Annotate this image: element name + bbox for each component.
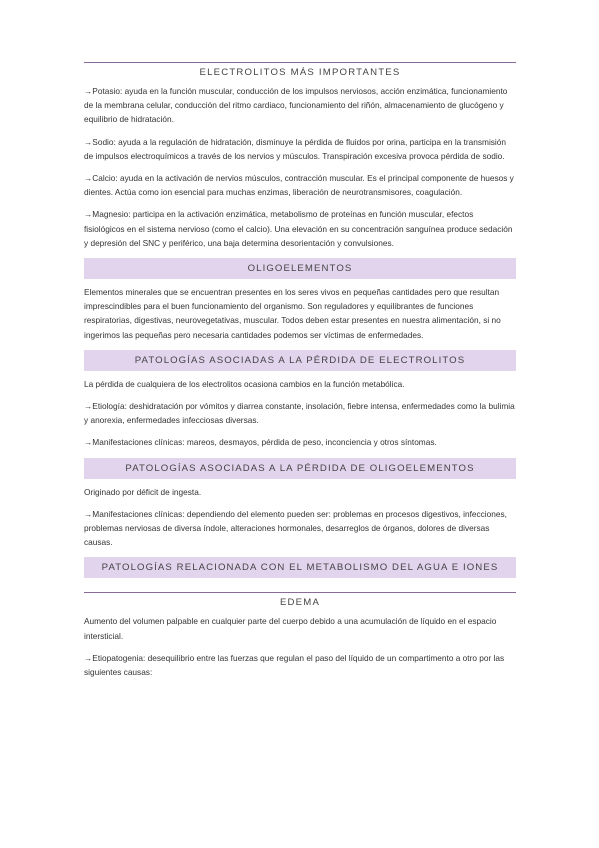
paragraph-manifestaciones-oligoelementos: →Manifestaciones clínicas: dependiendo del elemento pueden ser: problemas en procesos digestivos, infecciones, problemas nerviosas de diversa índole, alteraciones hormonales, desarreglos de órganos, dolores de diversas causas. [84,508,507,548]
paragraph-etiopatogenia: →Etiopatogenia: desequilibrio entre las fuerzas que regulan el paso del líquido de un compartimento a otro por las siguientes causas: [84,652,505,678]
paragraph-edema-definicion: Aumento del volumen palpable en cualquier parte del cuerpo debido a una acumulación de líquido en el espacio intersticial. [84,616,497,641]
paragraph-deficit-ingesta: Originado por déficit de ingesta. [84,486,202,497]
section-title-oligoelementos: OLIGOELEMENTOS [84,258,516,279]
paragraph-sodio: →Sodio: ayuda a la regulación de hidratación, disminuye la pérdida de fluidos por orina, participa en la transmisión de impulsos electroquímicos a través de los nervios y músculos. Transpiración excesiva provoca pérdida de sodio. [84,136,507,161]
section-title-edema: EDEMA [84,592,516,608]
paragraph-calcio: →Calcio: ayuda en la activación de nervios músculos, contracción muscular. Es el principal componente de huesos y dientes. Actúa como ion esencial para muchas enzimas, liberación de neurotransmisores, coagulación. [84,173,514,198]
paragraph-perdida-electrolitos: La pérdida de cualquiera de los electrolitos ocasiona cambios en la función metabólica. [84,378,405,389]
paragraph-magnesio: →Magnesio: participa en la activación enzimática, metabolismo de proteínas en función muscular, efectos fisiológicos en el sistema nervioso (como el calcio). Una elevación en su concentración sanguínea produce sedación y depresión del SNC y periférico, una baja determina desorientación y convulsiones. [84,209,513,248]
section-title-patologias-electrolitos: PATOLOGÍAS ASOCIADAS A LA PÉRDIDA DE ELECTROLITOS [84,350,516,371]
section-title-electrolitos: ELECTROLITOS MÁS IMPORTANTES [84,62,516,78]
paragraph-manifestaciones-electrolitos: →Manifestaciones clínicas: mareos, desmayos, pérdida de peso, inconciencia y otros síntomas. [84,437,437,448]
document-content [84,62,516,687]
paragraph-oligoelementos: Elementos minerales que se encuentran presentes en los seres vivos en pequeñas cantidades pero que resultan imprescindibles para el buen funcionamiento del organismo. Son reguladores y equilibrantes de funciones respiratorias, digestivas, neurovegetativas, muscular. Todos deben estar presentes en nuestra alimentación, si no ingerimos las pequeñas pero necesaria cantidades podemos ser víctimas de enfermedades. [84,287,501,340]
section-title-patologias-agua: PATOLOGÍAS RELACIONADA CON EL METABOLISMO DEL AGUA E IONES [84,557,516,578]
section-title-patologias-oligoelementos: PATOLOGÍAS ASOCIADAS A LA PÉRDIDA DE OLIGOELEMENTOS [84,458,516,479]
paragraph-etiologia: →Etiología: deshidratación por vómitos y diarrea constante, insolación, fiebre intensa, enfermedades como la bulimia y anorexia, enfermedades infecciosas diversas. [84,401,515,426]
paragraph-potasio: →Potasio: ayuda en la función muscular, conducción de los impulsos nerviosos, acción enzimática, funcionamiento de la membrana celular, conducción del ritmo cardiaco, funcionamiento del riñón, almacenamiento de glucógeno y equilibrio de hidratación. [84,86,508,125]
